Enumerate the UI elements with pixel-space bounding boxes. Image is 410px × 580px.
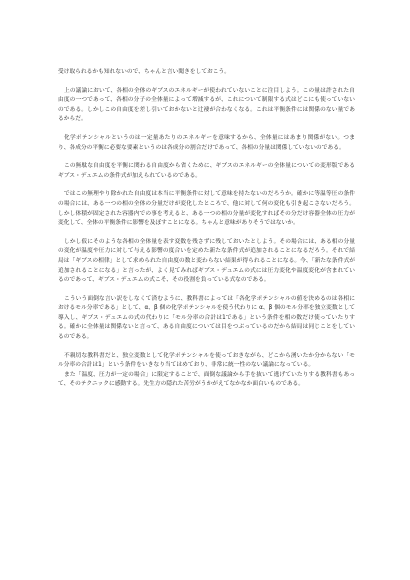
paragraph-2: 上の議論において、各相の全体のギブスのエネルギーが使われていないことに注目しよう。この量は許された自由度の一つであって、各相の分子の全体量によって増減するが、これについて制限する式はどこにも使っていないのである。しかしこの自由度を差し引いておかないと辻褄が合わなくなる。これは平衡条件には関係のない量であるからだ。 — [58, 87, 355, 123]
paragraph-9: また「温度、圧力が一定の場合」に限定することで、面倒な議論から手を抜いて逃げていたりする教科書もあって、そのテクニックに感動する。先生方の隠れた苦労がうかがえてなかなか面白いものである。 — [58, 371, 355, 388]
paragraph-3: 化学ポテンシャルというのは一定量あたりのエネルギーを意味するから、全体量にはあまり関係がない。つまり、各成分の平衡に必要な要素というのは各成分の割合だけであって、各相の分量は関係していないのである。 — [58, 134, 355, 151]
paragraph-1: 受け取られるかも知れないので、ちゃんと言い聞きをしておこう。 — [58, 69, 231, 75]
paragraph-7: こういう面倒な言い訳をしなくて済むように、教科書によっては「各化学ポテンシャルの値を決めるのは各相におけるモル分率である」として、α、β 個の化学ポテンシャルを使う代わりに α、β 個のモル分率を独立変数として導入し、ギブス・デュエムの式の代わりに「モル分率の合計は1である」という条件を相の数だけ使っていたりする。確かに全体量は関係ないと言って、ある自由度については目をつぶっているのだから結局は同じことをしているのである。 — [58, 295, 355, 341]
paragraph-8: 不親切な教科書だと、独立変数として化学ポテンシャルを使っておきながら、どこから湧いたか分からない「モル分率の合計は1」という条件をいきなり当てはめており、非常に統一性のない議論になっている。 — [58, 352, 355, 369]
paragraph-6: しかし仮にそのような各相の全体量を表す変数を残さずに残しておいたとしよう。その場合には、ある相の分量の変化が温度や圧力に対して与える影響の度合いを定めた新たな条件式が追加されることになるだろう。それで結局は「ギブスの相律」として求められた自由度の数と変わらない結果が得られることになる。今、「新たな条件式が追加されることになる」と言ったが、よく見てみればギブス・デュエムの式には圧力変化や温度変化が含まれているのであって、ギブス・デュエムの式こそ、その役割を負っている式なのである。 — [58, 238, 355, 284]
paragraph-5: ではこの無理やり除かれた自由度は本当に平衡条件に対して意味を持たないのだろうか。確かに等温等圧の条件の場合には、ある一つの相の全体の分量だけが変化したところで、他に対して何の変化も引き起こさないだろう。しかし体積が固定された容器内での事を考えると、ある一つの相の分量が変化すればその分だけ容器全体の圧力が変化して、全体の平衡条件に影響を及ぼすことになる。ちゃんと意味がありそうではないか。 — [58, 191, 355, 227]
paragraph-4: この無駄な自由度を平衡に関わる自由度から省くために、ギブスのエネルギーの全体量についての変形版であるギブス・デュエムの条件式が加えられているのである。 — [58, 163, 355, 179]
